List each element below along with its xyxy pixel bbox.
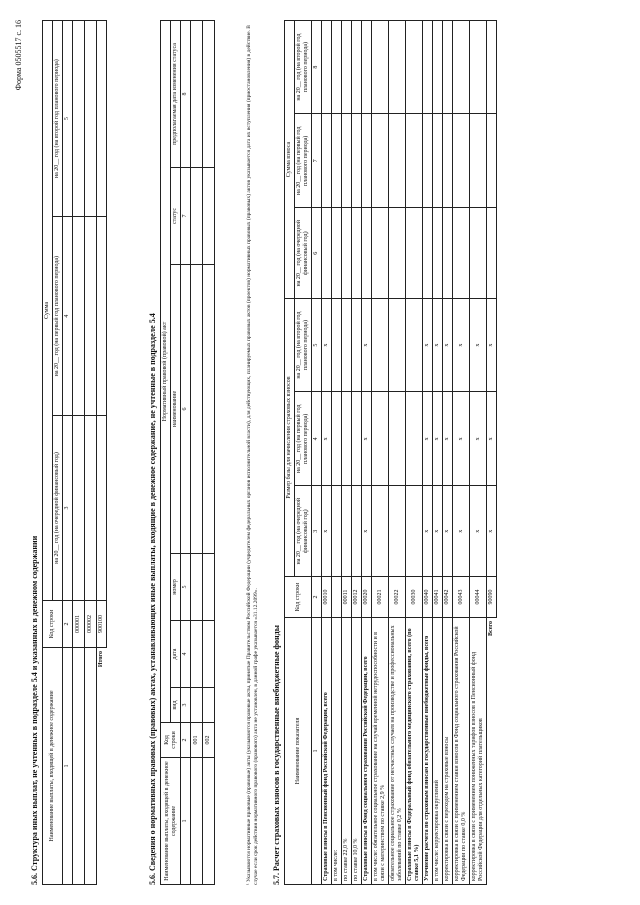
row-name: обязательное социальное страхование от несчастных случаев на производстве и профессиональных заболеваний по ставке 0,2 % [389, 618, 406, 885]
table-row [389, 21, 406, 885]
mark-x: x [322, 299, 332, 392]
col-number: 3 [63, 415, 73, 600]
value-cell [406, 21, 423, 114]
value-cell [362, 21, 372, 114]
section-5-6-title: 5.6. Структура иных выплат, не учтенных в подразделе 5.4 и указанных в денежном содержании [30, 535, 39, 885]
mark-x: x [362, 392, 372, 486]
mark-x: x [453, 392, 470, 486]
col-title: наименование [171, 265, 181, 554]
value-cell [389, 486, 406, 577]
mark-x: x [487, 486, 497, 577]
row-code [332, 577, 342, 618]
value-cell [443, 114, 453, 208]
value-cell [470, 21, 487, 114]
row-name: по ставке 22,0 % [342, 618, 352, 885]
value-cell [487, 21, 497, 114]
value-cell [389, 114, 406, 208]
col-number: 1 [63, 648, 73, 885]
mark-x: x [433, 486, 443, 577]
value-cell [322, 114, 332, 208]
value-cell [433, 21, 443, 114]
mark-x: x [423, 486, 433, 577]
col-year-2: на 20__ год (на первый год планового периода) [53, 217, 63, 416]
col-number: 6 [312, 208, 322, 299]
value-cell [372, 208, 389, 299]
value-cell [372, 21, 389, 114]
total-label: Всего [487, 618, 497, 885]
row-name: корректировка в связи с применением ставки взносов в Фонд социального страхования Российской Федерации по ставке 0,0 % [453, 618, 470, 885]
value-cell [453, 21, 470, 114]
row-code: 000002 [85, 601, 97, 648]
value-cell [443, 208, 453, 299]
table-row [406, 21, 423, 885]
mark-x: x [362, 299, 372, 392]
col-date: дата [171, 621, 181, 688]
value-cell [332, 208, 342, 299]
col-number: 8 [181, 21, 191, 168]
col-number: 5 [312, 299, 322, 392]
col-year-1: на 20__ год (на очередной финансовый год) [53, 415, 63, 600]
value-cell [342, 114, 352, 208]
table-insurance-contributions [284, 20, 497, 885]
table-row [372, 21, 389, 885]
table-row-total [97, 21, 107, 885]
col-number: 2 [181, 723, 191, 758]
mark-x: x [322, 392, 332, 486]
table-row [470, 21, 487, 885]
value-cell [332, 392, 342, 486]
value-cell [470, 208, 487, 299]
value-cell [487, 114, 497, 208]
row-code: 00040 [423, 577, 433, 618]
value-cell [487, 208, 497, 299]
row-code: 00011 [342, 577, 352, 618]
table-row-total [487, 21, 497, 885]
value-cell [352, 299, 362, 392]
col-number: 1 [312, 618, 322, 885]
mark-x: x [487, 392, 497, 486]
value-cell [406, 114, 423, 208]
table-other-payments-structure [42, 20, 107, 885]
section-5-7-title: 5.7. Расчет страховых взносов в государственные внебюджетные фонды [272, 625, 281, 885]
value-cell [322, 21, 332, 114]
mark-x: x [423, 392, 433, 486]
mark-x: x [433, 392, 443, 486]
row-name: корректировка в связи с переходом на страховые взносы [443, 618, 453, 885]
mark-x: x [443, 299, 453, 392]
value-cell [443, 21, 453, 114]
table-row [322, 21, 332, 885]
mark-x: x [487, 299, 497, 392]
value-cell [389, 208, 406, 299]
total-code: 900100 [97, 601, 107, 648]
mark-x: x [470, 486, 487, 577]
col-number: 5 [181, 554, 191, 621]
value-cell [342, 299, 352, 392]
value-cell [332, 21, 342, 114]
row-code: 00043 [453, 577, 470, 618]
value-cell [332, 299, 342, 392]
col-number: 4 [181, 621, 191, 688]
col-number: 2 [63, 601, 73, 648]
mark-x: x [443, 392, 453, 486]
value-cell [389, 21, 406, 114]
col-base-year-2: на 20__ год (на первый год планового периода) [295, 392, 312, 486]
row-name: по ставке 10,0 % [352, 618, 362, 885]
value-cell [470, 114, 487, 208]
row-code: 00044 [470, 577, 487, 618]
col-number: 1 [181, 758, 191, 885]
col-number-of-act: номер [171, 554, 181, 621]
value-cell [332, 114, 342, 208]
col-number: 8 [312, 21, 322, 114]
mark-x: x [362, 486, 372, 577]
footnote: ¹ Указываются нормативные правовые (правовые) акты (указываются правовые акты, принятые Правительством Российской Федерации (учредителем федеральных органов исполнительной власти), для действующих, планируемых правовых актов (проектов) нормативных правовых (правовых) актов указывается дата их вступления (приостановления) в действие. В случае если срок действия нормативного правового (правового) акта не установлен, в данной графе указывается «31.12.2099». [246, 25, 259, 885]
row-code: 001 [191, 723, 203, 758]
value-cell [423, 21, 433, 114]
mark-x: x [433, 299, 443, 392]
col-base: Размер базы для начисления страховых взносов [285, 299, 295, 577]
total-code: 90090 [487, 577, 497, 618]
value-cell [352, 486, 362, 577]
total-label: Итого [97, 648, 107, 885]
table-row [332, 21, 342, 885]
row-code: 00021 [372, 577, 389, 618]
table-row [342, 21, 352, 885]
col-sum-year-2: на 20__ год (на первый год планового периода) [295, 114, 312, 208]
row-code: 00020 [362, 577, 372, 618]
col-number: 4 [312, 392, 322, 486]
row-code: 00042 [443, 577, 453, 618]
col-payment-name: Наименование выплаты, входящей в денежное содержание [161, 758, 181, 885]
value-cell [406, 486, 423, 577]
col-number: 7 [312, 114, 322, 208]
table-row [433, 21, 443, 885]
mark-x: x [322, 486, 332, 577]
row-name: корректировка в связи с применением пониженных тарифов взносов в Пенсионный фонд Российской Федерации для отдельных категорий плательщиков [470, 618, 487, 885]
section-acts-title: 5.6. Сведения о нормативных правовых (правовых) актах, устанавливающих иные выплаты, входящие в денежное содержание, не учтенные в подразделе 5.4 [148, 313, 157, 885]
table-row [443, 21, 453, 885]
value-cell [352, 392, 362, 486]
col-number: 5 [63, 21, 73, 217]
row-name: в том числе: [332, 618, 342, 885]
table-row [203, 21, 215, 885]
table-row [85, 21, 97, 885]
mark-x: x [470, 299, 487, 392]
value-cell [362, 114, 372, 208]
row-name: в том числе: обязательное социальное страхование на случай временной нетрудоспособности и в связи с материнством по ставке 2,9 % [372, 618, 389, 885]
col-row-code: Код строки [161, 723, 181, 758]
value-cell [406, 299, 423, 392]
mark-x: x [423, 299, 433, 392]
table-row [423, 21, 433, 885]
value-cell [423, 114, 433, 208]
row-name: в том числе: корректировка округлений [433, 618, 443, 885]
row-code: 00022 [389, 577, 406, 618]
value-cell [342, 208, 352, 299]
row-code: 00030 [406, 577, 423, 618]
mark-x: x [470, 392, 487, 486]
col-status-date: предполагаемая дата изменения статуса [171, 21, 181, 168]
col-sum-year-3: на 20__ год (на второй год планового периода) [295, 21, 312, 114]
value-cell [342, 392, 352, 486]
col-row-code: Код строки [43, 601, 63, 648]
row-code: 002 [203, 723, 215, 758]
col-sum: Сумма [43, 21, 53, 601]
value-cell [342, 21, 352, 114]
value-cell [389, 299, 406, 392]
row-code: 00010 [322, 577, 332, 618]
value-cell [406, 208, 423, 299]
table-row [362, 21, 372, 885]
col-status: статус [171, 168, 181, 265]
col-contribution-sum: Сумма взноса [285, 21, 295, 299]
table-legal-acts [160, 20, 215, 885]
value-cell [423, 208, 433, 299]
col-number: 3 [312, 486, 322, 577]
value-cell [362, 208, 372, 299]
mark-x: x [453, 486, 470, 577]
col-kind: вид [171, 688, 181, 723]
value-cell [352, 21, 362, 114]
col-number: 6 [181, 265, 191, 554]
value-cell [372, 299, 389, 392]
row-code: 00041 [433, 577, 443, 618]
mark-x: x [443, 486, 453, 577]
table-row [191, 21, 203, 885]
value-cell [372, 392, 389, 486]
mark-x: x [453, 299, 470, 392]
value-cell [453, 114, 470, 208]
col-base-year-3: на 20__ год (на второй год планового периода) [295, 299, 312, 392]
col-indicator-name: Наименование показателя [285, 618, 312, 885]
value-cell [372, 486, 389, 577]
value-cell [352, 114, 362, 208]
value-cell [433, 114, 443, 208]
col-legal-act: Нормативный правовой (правовой) акт [161, 21, 171, 723]
row-name: Уточнение расчета по страховым взносам в государственные внебюджетные фонды, всего [423, 618, 433, 885]
value-cell [342, 486, 352, 577]
table-row [453, 21, 470, 885]
row-name: Страховые взносы в Федеральный фонд обязательного медицинского страхования, всего (по ставке 5,1 %) [406, 618, 423, 885]
col-row-code: Код строки [285, 577, 312, 618]
value-cell [332, 486, 342, 577]
value-cell [433, 208, 443, 299]
col-year-3: на 20__ год (на второй год планового периода) [53, 21, 63, 217]
value-cell [453, 208, 470, 299]
col-payment-name: Наименование выплаты, входящей в денежное содержание [43, 648, 63, 885]
col-number: 4 [63, 217, 73, 416]
row-code: 00012 [352, 577, 362, 618]
value-cell [322, 208, 332, 299]
col-base-year-1: на 20__ год (на очередной финансовый год) [295, 486, 312, 577]
form-code: Форма 0505517 с. 16 [14, 20, 23, 91]
value-cell [406, 392, 423, 486]
value-cell [389, 392, 406, 486]
col-number: 7 [181, 168, 191, 265]
row-code: 000001 [73, 601, 85, 648]
row-name: Страховые взносы в Фонд социального страхования Российской Федерации, всего [362, 618, 372, 885]
col-sum-year-1: на 20__ год (на очередной финансовый год) [295, 208, 312, 299]
col-number: 2 [312, 577, 322, 618]
value-cell [352, 208, 362, 299]
table-row [352, 21, 362, 885]
value-cell [372, 114, 389, 208]
row-name: Страховые взносы в Пенсионный фонд Российской Федерации, всего [322, 618, 332, 885]
table-row [73, 21, 85, 885]
col-number: 3 [181, 688, 191, 723]
